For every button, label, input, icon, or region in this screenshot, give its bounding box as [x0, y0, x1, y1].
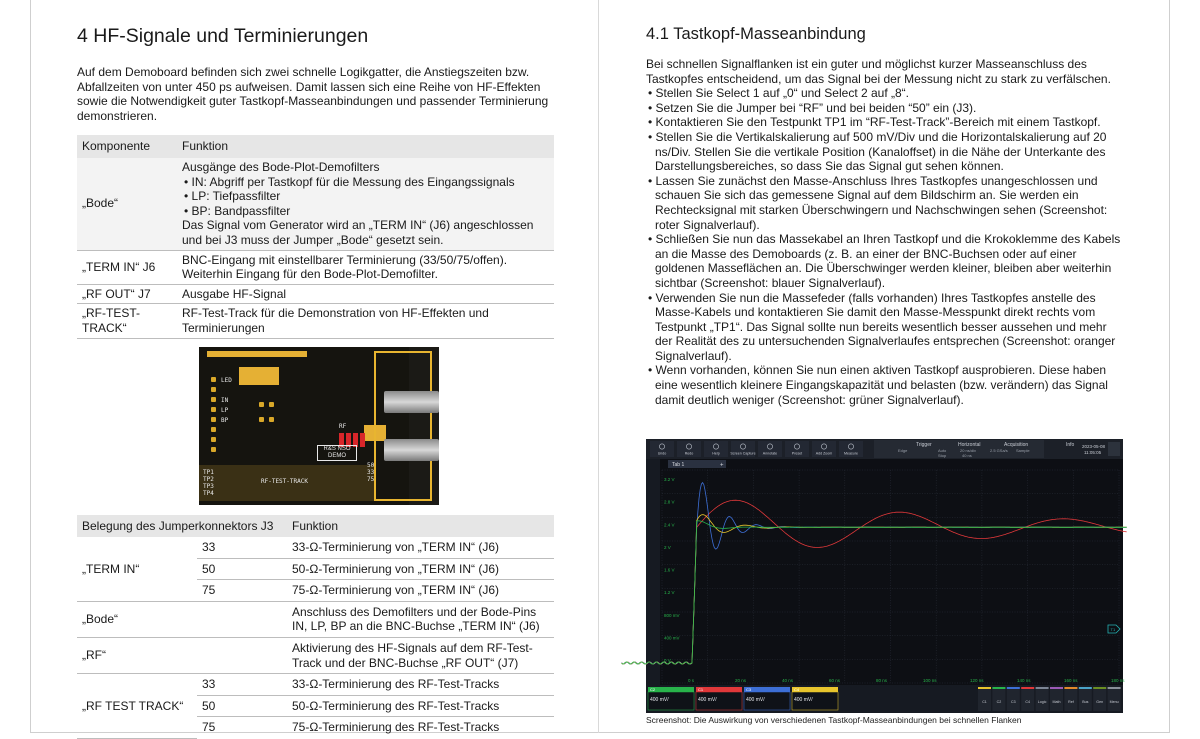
channel-scale: 400 mV/: [698, 697, 717, 703]
add-tab-icon[interactable]: +: [720, 462, 724, 469]
component-name: „Bode“: [77, 158, 177, 250]
y-tick-label: 0 V: [664, 658, 671, 663]
x-tick-label: 120 ns: [970, 678, 984, 683]
jumper-function: 75-Ω-Terminierung des RF-Test-Tracks: [292, 720, 500, 735]
component-name: „RF-TEST-TRACK“: [77, 304, 177, 338]
silk-label: RF: [339, 422, 347, 430]
function-line: Ausgänge des Bode-Plot-Demofilters: [182, 159, 380, 174]
jumper-name: „TERM IN“: [77, 537, 197, 601]
highlight-frame: [374, 351, 432, 501]
time-label: 11:05:05: [1084, 450, 1102, 455]
silk-label: TP3: [203, 482, 214, 490]
pin: [211, 387, 216, 392]
bottom-button-label: Menu: [1109, 700, 1119, 704]
y-tick-label: 400 mV: [664, 635, 680, 641]
table-row: [77, 601, 554, 637]
bottom-button[interactable]: [978, 687, 991, 711]
toolbar-button-label: Screen Capture: [730, 451, 756, 456]
jumper-name: „Bode“: [77, 601, 287, 637]
right-page: [646, 24, 1126, 407]
bottom-button-accent: [1108, 687, 1121, 689]
component-function: [177, 158, 554, 250]
step-item: • Kontaktieren Sie den Testpunkt TP1 im “RF-Test-Track”-Bereich mit einem Tastkopf.: [648, 115, 1101, 130]
jumper-value: 50: [197, 558, 287, 580]
bullet-item: • LP: Tiefpassfilter: [184, 189, 281, 204]
y-tick-label: 1.2 V: [664, 590, 675, 596]
intro-paragraph: Auf dem Demoboard befinden sich zwei schnelle Logikgatter, die Anstiegszeiten bzw. Abfallzeiten von unter 450 ps aufweisen. Damit lassen sich eine Reihe von HF-Effekten sowie die Notwendigkeit guter Tastkopf-Masseanbindungen und passender Terminierung demonstrieren.: [77, 65, 549, 123]
bottom-button[interactable]: [992, 687, 1005, 711]
channel-id: C4: [794, 687, 800, 693]
left-toolbar: [646, 459, 660, 685]
silk-label: 33: [367, 468, 375, 476]
trigger-sweep: Auto: [938, 448, 947, 453]
x-tick-label: 180 ns: [1111, 678, 1125, 683]
bottom-button-accent: [1007, 687, 1020, 689]
gold-pad: [239, 367, 279, 385]
silk-label: TP2: [203, 475, 214, 483]
bottom-button-accent: [978, 687, 991, 689]
intro-paragraph: Bei schnellen Signalflanken ist ein guter und möglichst kurzer Masseanschluss des Tastkopfes entscheidend, um das Signal bei der Messung nicht zu stark zu verfälschen.: [646, 57, 1111, 86]
component-function: Ausgabe HF-Signal: [177, 284, 554, 304]
toolbar-button-label: Undo: [657, 451, 667, 456]
bottom-button-accent: [1021, 687, 1034, 689]
bottom-button-label: Bus: [1082, 700, 1089, 704]
silk-label: BP: [221, 416, 229, 424]
jumper-value: 33: [197, 674, 287, 696]
section-title: 4 HF-Signale und Terminierungen: [77, 25, 369, 47]
bottom-button-accent: [1036, 687, 1049, 689]
x-tick-label: 60 ns: [829, 678, 841, 683]
column-header-function: Funktion: [287, 515, 554, 538]
pin: [211, 427, 216, 432]
toolbar-button-label: Measure: [844, 451, 858, 456]
bottom-button[interactable]: [1007, 687, 1020, 711]
jumper-value: 33: [197, 537, 287, 558]
bottom-button-label: C1: [982, 700, 987, 704]
bottom-button[interactable]: [1036, 687, 1049, 711]
y-tick-label: 2 V: [664, 544, 671, 550]
channel-id: C1: [698, 687, 704, 693]
bottom-button-label: Gen: [1096, 700, 1104, 704]
toolbar-button-label: Redo: [684, 451, 694, 456]
silk-label: TP1: [203, 468, 214, 476]
table-row: [77, 284, 554, 304]
bullet-item: • IN: Abgriff per Tastkopf für die Messung des Eingangssignals: [184, 174, 515, 189]
step-item: • Wenn vorhanden, können Sie nun einen aktiven Tastkopf ausprobieren. Diese haben eine wesentlich kleinere Eingangskapazität und belasten (bzw. verändern) das Signal damit deutlich weniger (Screenshot: grüner Signalverlauf).: [648, 363, 1108, 407]
jumper-function: Anschluss des Demofilters und der Bode-Pins IN, LP, BP an die BNC-Buchse „TERM IN“ (J6): [287, 601, 554, 637]
page-divider: [598, 0, 599, 733]
channel-scale: 400 mV/: [794, 697, 813, 703]
pin: [211, 397, 216, 402]
step-item: • Stellen Sie die Vertikalskalierung auf 500 mV/Div und die Horizontalskalierung auf 20 ns/Div. Stellen Sie die vertikale Position (Kanaloffset) in die Nähe der Unterkante des Darstellungsbereiches, so dass Sie das Signal gut sehen können.: [648, 129, 1107, 174]
x-tick-label: 0 s: [688, 678, 695, 683]
trigger-title: Trigger: [916, 442, 932, 448]
jumper-value: 50: [197, 695, 287, 717]
rs-logo-icon: [1108, 442, 1120, 456]
step-item: • Stellen Sie Select 1 auf „0“ und Select 2 auf „8“.: [648, 86, 910, 101]
bnc-connector: [384, 391, 439, 413]
x-tick-label: 80 ns: [876, 678, 888, 683]
jumper-name: „RF TEST TRACK“: [77, 674, 197, 738]
silk-label: IN: [221, 396, 229, 404]
bottom-button-accent: [1064, 687, 1077, 689]
date-label: 2023-05-08: [1082, 444, 1106, 449]
pin: [211, 407, 216, 412]
jumper-table: [77, 515, 554, 739]
bullet-list: [182, 175, 549, 219]
component-function: RF-Test-Track für die Demonstration von HF-Effekten und Terminierungen: [177, 304, 554, 338]
table-row: [77, 638, 554, 674]
green-trace: [622, 521, 1127, 664]
table-row: [77, 674, 554, 696]
bottom-button-label: Ref: [1068, 700, 1074, 704]
subsection-title: 4.1 Tastkopf-Masseanbindung: [646, 25, 866, 43]
trigger-mode: Edge: [898, 448, 908, 453]
pin: [211, 377, 216, 382]
silk-label: LP: [221, 406, 229, 414]
bottom-button[interactable]: [1079, 687, 1092, 711]
pin: [269, 417, 274, 422]
tab-1-label: Tab 1: [672, 462, 685, 468]
jumper-function: 50-Ω-Terminierung des RF-Test-Tracks: [287, 695, 554, 717]
y-tick-label: 800 mV: [664, 612, 680, 618]
table-row: [77, 250, 554, 284]
x-tick-label: 20 ns: [735, 678, 747, 683]
jumper: [360, 433, 365, 447]
channel-id: C2: [650, 687, 656, 693]
table-row: [77, 537, 554, 558]
step-item: • Lassen Sie zunächst den Masse-Anschluss Ihres Tastkopfes unangeschlossen und schauen Sie sich das gemessene Signal auf dem Bildschirm an. Sie werden ein Rechtecksignal mit starken Überschwingern und Nachschwingen sehen (Screenshot: roter Signalverlauf).: [648, 173, 1108, 232]
left-page: [77, 24, 554, 739]
bottom-button[interactable]: [1093, 687, 1106, 711]
blue-trace: [622, 483, 1127, 664]
scope-display: [646, 439, 1123, 713]
silk-label: 50: [367, 461, 375, 469]
demoboard-photo: [199, 347, 439, 505]
jumper-function: 50-Ω-Terminierung von „TERM IN“ (J6): [287, 558, 554, 580]
trigger-level-label: T1: [1110, 627, 1116, 632]
horizontal-scale: 20 ns/div: [960, 448, 977, 453]
pin: [269, 402, 274, 407]
trigger-state: Stop: [938, 453, 947, 458]
info-label[interactable]: Info: [1066, 442, 1075, 448]
track-label: RF-TEST-TRACK: [261, 477, 308, 485]
silk-label: TP4: [203, 489, 214, 497]
column-header-jumper: Belegung des Jumperkonnektors J3: [77, 515, 287, 538]
component-function: BNC-Eingang mit einstellbarer Terminierung (33/50/75/offen). Weiterhin Eingang für den Bode-Plot-Demofilter.: [177, 250, 554, 284]
jumper-value: 75: [202, 720, 216, 735]
pin: [211, 447, 216, 452]
channel-id: C3: [746, 687, 752, 693]
jumper-value: 75: [197, 580, 287, 602]
bottom-button-label: Logic: [1037, 700, 1047, 704]
oscilloscope-screenshot: [646, 439, 1123, 713]
acquisition-title: Acquisition: [1004, 442, 1029, 448]
y-tick-label: 1.6 V: [664, 567, 675, 573]
jumper-name: „RF“: [77, 638, 287, 674]
jumper-function: 75-Ω-Terminierung von „TERM IN“ (J6): [287, 580, 554, 602]
silk-label: 75: [367, 475, 375, 483]
toolbar-button-label: Add Zoom: [815, 451, 833, 456]
column-header-component: Komponente: [77, 135, 177, 158]
channel-scale: 400 mV/: [650, 697, 669, 703]
jumper-function: Aktivierung des HF-Signals auf dem RF-Test-Track und der BNC-Buchse „RF OUT“ (J7): [287, 638, 554, 674]
bnc-connector: [384, 439, 439, 461]
jumper-function: 33-Ω-Terminierung des RF-Test-Tracks: [287, 674, 554, 696]
bottom-button-accent: [1050, 687, 1063, 689]
function-line: Das Signal vom Generator wird an „TERM IN“ (J6) angeschlossen und bei J3 muss der Jumper „Bode“ gesetzt sein.: [182, 218, 534, 247]
bullet-item: • BP: Bandpassfilter: [184, 203, 291, 218]
table-row: [77, 304, 554, 338]
pin: [211, 417, 216, 422]
bottom-button[interactable]: [1108, 687, 1121, 711]
pin: [259, 402, 264, 407]
bottom-button-label: Math: [1052, 700, 1061, 704]
x-tick-label: 40 ns: [782, 678, 794, 683]
bottom-button-label: C4: [1025, 700, 1031, 704]
step-item: • Setzen Sie die Jumper bei “RF” und bei beiden “50” ein (J3).: [648, 100, 977, 115]
pin: [259, 417, 264, 422]
bottom-button-accent: [1093, 687, 1106, 689]
bottom-button-accent: [992, 687, 1005, 689]
channel-scale: 400 mV/: [746, 697, 765, 703]
gold-pad: [207, 351, 307, 357]
step-item: • Verwenden Sie nun die Massefeder (falls vorhanden) Ihres Tastkopfes anstelle des Masse-Kabels und kontaktieren Sie damit den Masse-Messpunkt direkt rechts vom Testpunkt „TP1“. Das Signal sollte nun bereits wesentlich besser aussehen und mehr der Realität des zu untersuchenden Signalverlaufes entsprechen (Screenshot: oranger Signalverlauf).: [648, 290, 1116, 363]
component-name: „RF OUT“ J7: [77, 284, 177, 304]
x-tick-label: 140 ns: [1017, 678, 1031, 683]
y-tick-label: 2.4 V: [664, 522, 675, 528]
bottom-button-label: C2: [996, 700, 1002, 704]
toolbar-button-label: Preset: [791, 451, 803, 456]
step-item: • Schließen Sie nun das Massekabel an Ihren Tastkopf und die Krokoklemme des Kabels an die Masse des Demoboards (z. B. an einer der BNC-Buchsen oder auf einer goldenen Masseflächen an. Die Überschwinger werden kleiner, bleiben aber weiterhin sichtbar (Screenshot: blauer Signalverlauf).: [648, 232, 1121, 290]
bottom-button[interactable]: [1021, 687, 1034, 711]
y-tick-label: 2.8 V: [664, 499, 675, 505]
horizontal-title: Horizontal: [958, 442, 981, 448]
figure-caption: Screenshot: Die Auswirkung von verschiedenen Tastkopf-Masseanbindungen bei schnellen Flanken: [646, 715, 1022, 725]
x-tick-label: 160 ns: [1064, 678, 1078, 683]
bottom-button-accent: [1079, 687, 1092, 689]
bottom-button-label: C3: [1010, 700, 1016, 704]
toolbar-button-label: Annotate: [762, 451, 778, 456]
jumper-function: 33-Ω-Terminierung von „TERM IN“ (J6): [287, 537, 554, 558]
acquisition-rate: 2.5 GSa/s: [990, 448, 1008, 453]
y-tick-label: 3.2 V: [664, 477, 675, 482]
steps-list: [646, 86, 1126, 407]
orange-trace: [622, 515, 1127, 665]
horizontal-position: 40 ns: [962, 453, 972, 458]
column-header-function: Funktion: [177, 135, 554, 158]
acquisition-mode: Sample: [1016, 448, 1030, 453]
pin: [211, 437, 216, 442]
x-tick-label: 100 ns: [923, 678, 937, 683]
component-name: „TERM IN“ J6: [77, 250, 177, 284]
table-row: [77, 158, 554, 250]
toolbar-button-label: Help: [712, 451, 720, 456]
brand-logo: R&S NSO DEMO: [317, 445, 357, 461]
bottom-button[interactable]: [1064, 687, 1077, 711]
bottom-button[interactable]: [1050, 687, 1063, 711]
component-table: [77, 135, 554, 338]
silk-label: LED: [221, 376, 232, 384]
